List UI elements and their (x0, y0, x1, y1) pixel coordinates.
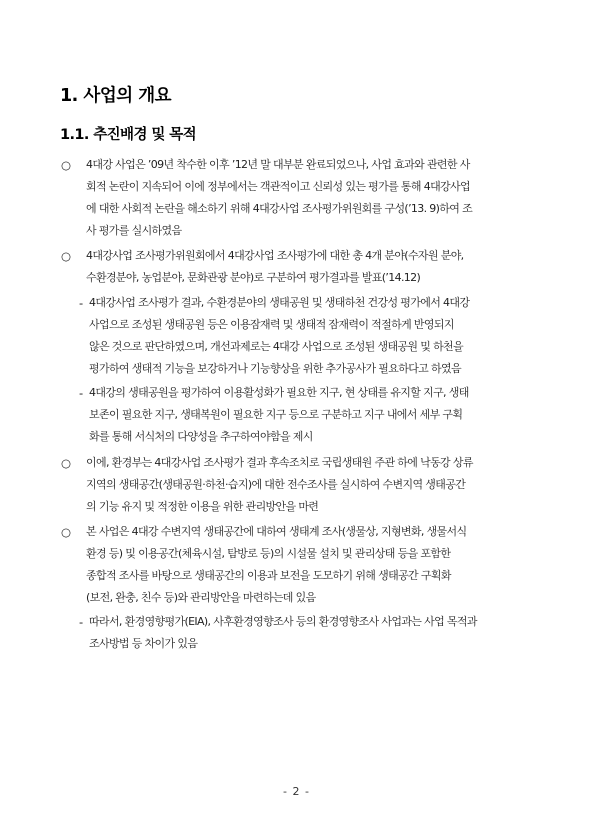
paragraph-line: 에 대한 사회적 논란을 해소하기 위해 4대강사업 조사평가위원회를 구성(’13. 9)하여 조 (86, 202, 473, 215)
paragraph-line: 사 평가를 실시하였음 (86, 224, 182, 237)
paragraph-line: 회적 논란이 지속되어 이에 정부에서는 객관적이고 신뢰성 있는 평가를 통해 4대강사업 (86, 180, 470, 193)
paragraph-line: 보존이 필요한 지구, 생태복원이 필요한 지구 등으로 구분하고 지구 내에서 세부 구획 (89, 408, 463, 421)
paragraph-line: 지역의 생태공간(생태공원·하천·습지)에 대한 전수조사를 실시하여 수변지역 생태공간 (86, 478, 466, 491)
dash-bullet-icon: - (79, 386, 84, 400)
paragraph-line: 평가하여 생태적 기능을 보강하거나 기능향상을 위한 추가공사가 필요하다고 하였음 (89, 362, 461, 375)
paragraph-line: 본 사업은 4대강 수변지역 생태공간에 대하여 생태계 조사(생물상, 지형변화, 생물서식 (86, 525, 467, 538)
paragraph-line: 종합적 조사를 바탕으로 생태공간의 이용과 보전을 도모하기 위해 생태공간 구획화 (86, 569, 451, 582)
paragraph-line: 수환경분야, 농업분야, 문화관광 분야)로 구분하여 평가결과를 발표(’14.12) (86, 271, 421, 284)
paragraph-line: 의 기능 유지 및 적정한 이용을 위한 관리방안을 마련 (86, 500, 319, 513)
paragraph-line: 사업으로 조성된 생태공원 등은 이용잠재력 및 생태적 잠재력이 적절하게 반영되지 (89, 318, 454, 331)
paragraph-line: 환경 등) 및 이용공간(체육시설, 탐방로 등)의 시설물 설치 및 관리상태 등을 포함한 (86, 547, 451, 560)
paragraph-line: 화를 통해 서식처의 다양성을 추구하여야함을 제시 (89, 430, 313, 443)
paragraph-line: (보전, 완충, 친수 등)와 관리방안을 마련하는데 있음 (86, 591, 316, 604)
paragraph-line: 4대강 사업은 ’09년 착수한 이후 ’12년 말 대부분 완료되었으나, 사업 효과와 관련한 사 (86, 158, 470, 171)
circle-bullet-icon: ○ (61, 456, 72, 470)
paragraph-line: 이에, 환경부는 4대강사업 조사평가 결과 후속조치로 국립생태원 주관 하에 낙동강 상류 (86, 456, 473, 469)
dash-bullet-icon: - (79, 615, 84, 629)
paragraph-line: 4대강사업 조사평가 결과, 수환경분야의 생태공원 및 생태하천 건강성 평가에서 4대강 (89, 296, 470, 309)
page-number: - 2 - (283, 785, 310, 798)
circle-bullet-icon: ○ (61, 525, 72, 539)
paragraph-line: 않은 것으로 판단하였으며, 개선과제로는 4대강 사업으로 조성된 생태공원 및 하천을 (89, 340, 463, 353)
section-heading: 1. 사업의 개요 (60, 86, 172, 106)
dash-bullet-icon: - (79, 296, 84, 310)
circle-bullet-icon: ○ (61, 158, 72, 172)
paragraph-line: 4대강의 생태공원을 평가하여 이용활성화가 필요한 지구, 현 상태를 유지할 지구, 생태 (89, 386, 469, 399)
paragraph-line: 따라서, 환경영향평가(EIA), 사후환경영향조사 등의 환경영향조사 사업과는 사업 목적과 (89, 615, 477, 628)
paragraph-line: 4대강사업 조사평가위원회에서 4대강사업 조사평가에 대한 총 4개 분야(수자원 분야, (86, 249, 464, 262)
subsection-heading: 1.1. 추진배경 및 목적 (60, 127, 196, 143)
paragraph-line: 조사방법 등 차이가 있음 (89, 637, 198, 650)
circle-bullet-icon: ○ (61, 249, 72, 263)
